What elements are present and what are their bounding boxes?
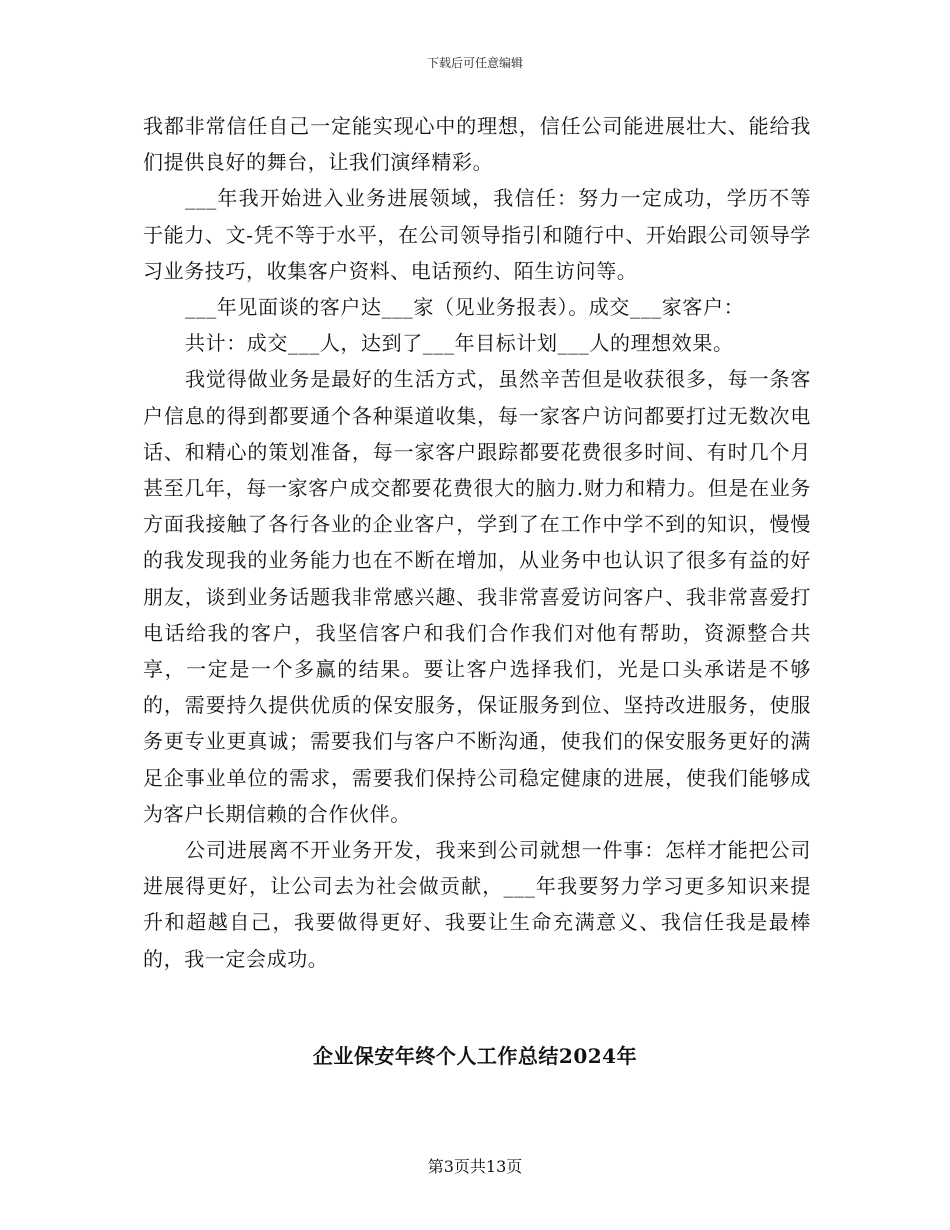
paragraph-4: 共计：成交___人，达到了___年目标计划___人的理想效果。 bbox=[185, 331, 734, 356]
page-number: 第3页共13页 bbox=[427, 1157, 523, 1176]
document-body bbox=[143, 108, 811, 977]
paragraph-5: 我觉得做业务是最好的生活方式，虽然辛苦但是收获很多，每一条客户信息的得到都要通个各种渠道收集，每一家客户访问都要打过无数次电话、和精心的策划准备，每一家客户跟踪都要花费很多时间、有时几个月甚至几年，每一家客户成交都要花费很大的脑力.财力和精力。但是在业务方面我接触了各行各业的企业客户，学到了在工作中学不到的知识，慢慢的我发现我的业务能力也在不断在增加，从业务中也认识了很多有益的好朋友，谈到业务话题我非常感兴趣、我非常喜爱访问客户、我非常喜爱打电话给我的客户，我坚信客户和我们合作我们对他有帮助，资源整合共享，一定是一个多赢的结果。要让客户选择我们，光是口头承诺是不够的，需要持久提供优质的保安服务，保证服务到位、坚持改进服务，使服务更专业更真诚；需要我们与客户不断沟通，使我们的保安服务更好的满足企事业单位的需求，需要我们保持公司稳定健康的进展，使我们能够成为客户长期信赖的合作伙伴。 bbox=[143, 367, 811, 826]
header-note: 下载后可任意编辑 bbox=[426, 56, 523, 70]
paragraph-3: ___年见面谈的客户达___家（见业务报表）。成交___家客户： bbox=[185, 295, 745, 320]
section-title: 企业保安年终个人工作总结2024年 bbox=[312, 1044, 638, 1068]
paragraph-6: 公司进展离不开业务开发，我来到公司就想一件事：怎样才能把公司进展得更好，让公司去为社会做贡献，___年我要努力学习更多知识来提升和超越自己，我要做得更好、我要让生命充满意义、我信任我是最棒的，我一定会成功。 bbox=[143, 838, 811, 971]
paragraph-2: ___年我开始进入业务进展领域，我信任：努力一定成功，学历不等于能力、文-凭不等于水平，在公司领导指引和随行中、开始跟公司领导学习业务技巧，收集客户资料、电话预约、陌生访问等。 bbox=[143, 186, 811, 283]
paragraph-1: 我都非常信任自己一定能实现心中的理想，信任公司能进展壮大、能给我们提供良好的舞台，让我们演绎精彩。 bbox=[143, 114, 811, 175]
